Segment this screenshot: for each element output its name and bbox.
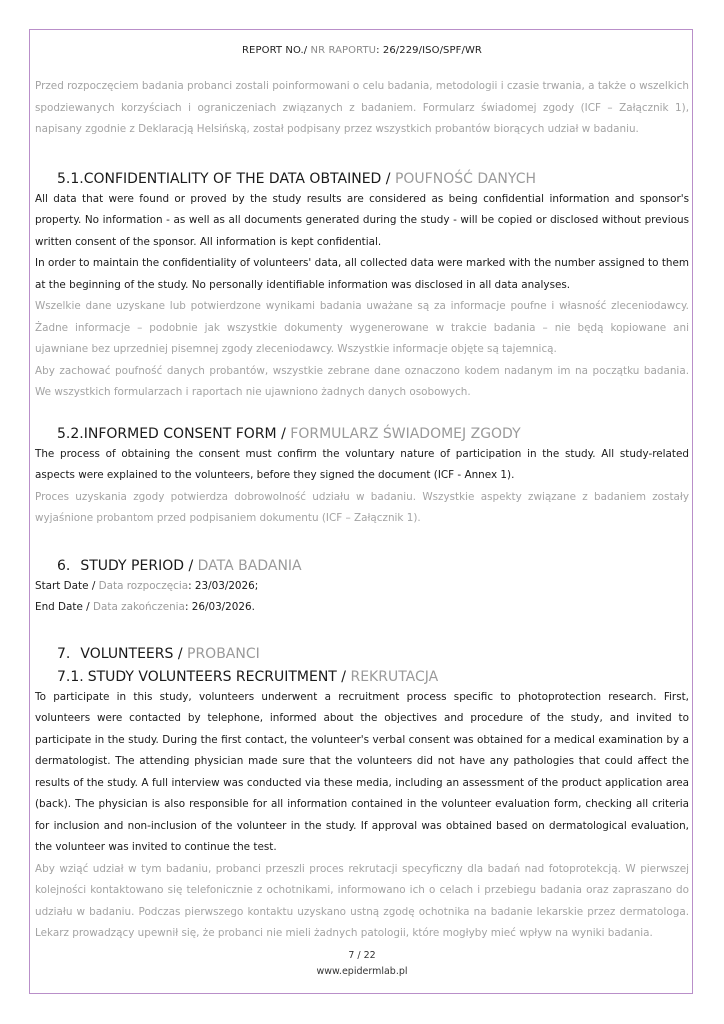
- report-header: [0, 45, 724, 56]
- consent-en: The process of obtaining the consent must confirm the voluntary nature of participation in the study. All study-related aspects were explained to the volunteers, before they signed the document (ICF - Annex 1).: [35, 447, 689, 481]
- section-title-en: INFORMED CONSENT FORM: [83, 425, 277, 442]
- section-title-en: CONFIDENTIALITY OF THE DATA OBTAINED: [83, 170, 382, 187]
- header-en: REPORT NO./: [242, 45, 308, 56]
- section-title-en: STUDY VOLUNTEERS RECRUITMENT: [87, 668, 337, 685]
- confidentiality-pl-2: Aby zachować poufność danych probantów, wszystkie zebrane dane oznaczono kodem nadanym im na początku badania. We wszystkich formularzach i raportach nie ujawniono żadnych danych osobowych.: [35, 364, 689, 398]
- header-number: : 26/229/ISO/SPF/WR: [376, 45, 482, 56]
- section-number: 5.2.: [57, 425, 84, 442]
- consent-pl: Proces uzyskania zgody potwierdza dobrowolność udziału w badaniu. Wszystkie aspekty związane z badaniem zostały wyjaśnione probantom przed podpisaniem dokumentu (ICF – Załącznik 1).: [35, 490, 689, 524]
- end-date-label-pl: Data zakończenia: [89, 601, 185, 613]
- section-5-2-heading: [35, 424, 689, 444]
- recruitment-pl: Aby wziąć udział w tym badaniu, probanci przeszli proces rekrutacji specyficzny dla badań nad fotoprotekcją. W pierwszej kolejności kontaktowano się telefonicznie z ochotnikami, informowano ich o celach i przebiegu badania oraz zapraszano do udziału w badaniu. Podczas pierwszego kontaktu uzyskano ustną zgodę ochotnika na badanie lekarskie przez dermatologa. Lekarz prowadzący upewnił się, że probanci nie mieli żadnych patologii, które mogłyby mieć wpływ na wyniki badania.: [35, 862, 689, 939]
- section-7-1-heading: [35, 667, 689, 687]
- start-date-value: : 23/03/2026;: [188, 579, 259, 592]
- intro-paragraph-pl: Przed rozpoczęciem badania probanci zostali poinformowani o celu badania, metodologii i czasie trwania, a także o wszelkich spodziewanych korzyściach i ograniczeniach związanych z badaniem. Formularz świadomej zgody (ICF – Załącznik 1), napisany zgodnie z Deklaracją Helsińską, został podpisany przez wszystkich probantów biorących udział w badaniu.: [35, 80, 689, 135]
- section-title-pl: DATA BADANIA: [197, 557, 302, 574]
- section-5-1-heading: [35, 169, 689, 189]
- section-7-heading: [35, 644, 689, 664]
- section-number: 6.: [57, 557, 71, 574]
- section-sep: /: [173, 645, 188, 662]
- section-title-en: VOLUNTEERS: [80, 645, 174, 662]
- page-number: 7 / 22: [348, 950, 376, 961]
- section-sep: /: [184, 557, 198, 574]
- section-sep: /: [381, 170, 395, 187]
- section-sep: /: [276, 425, 291, 442]
- section-title-pl: REKRUTACJA: [350, 668, 439, 685]
- start-date-label-en: Start Date /: [35, 579, 96, 592]
- section-6-heading: [35, 556, 689, 576]
- confidentiality-en-2: In order to maintain the confidentiality of volunteers' data, all collected data were marked with the number assigned to them at the beginning of the study. No personally identifiable information was disclosed in all data analyses.: [35, 257, 689, 291]
- study-dates: [35, 576, 689, 619]
- section-sep: /: [336, 668, 351, 685]
- confidentiality-en-1: All data that were found or proved by the study results are considered as being confidential information and sponsor's property. No information - as well as all documents generated during the study - will be copied or disclosed without previous written consent of the sponsor. All information is kept confidential.: [35, 192, 689, 248]
- header-pl: NR RAPORTU: [307, 45, 377, 56]
- section-title-pl: PROBANCI: [187, 645, 260, 662]
- website-link[interactable]: www.epidermlab.pl: [316, 966, 408, 977]
- end-date-label-en: End Date /: [35, 601, 90, 613]
- section-number: 5.1.: [57, 170, 84, 187]
- section-title-en: STUDY PERIOD: [80, 557, 185, 574]
- section-title-pl: FORMULARZ ŚWIADOMEJ ZGODY: [290, 425, 521, 442]
- confidentiality-pl-1: Wszelkie dane uzyskane lub potwierdzone wynikami badania uważane są za informacje poufne i własność zleceniodawcy. Żadne informacje – podobnie jak wszystkie dokumenty wygenerowane w trakcie badania – nie będą kopiowane ani ujawniane bez uprzedniej pisemnej zgody zleceniodawcy. Wszystkie informacje objęte są tajemnicą.: [35, 300, 689, 355]
- start-date-label-pl: Data rozpoczęcia: [95, 579, 189, 592]
- recruitment-en: To participate in this study, volunteers underwent a recruitment process specific to photoprotection research. First, volunteers were contacted by telephone, informed about the objectives and procedure of the study, and invited to participate in the study. During the first contact, the volunteer's verbal consent was obtained for a medical examination by a dermatologist. The attending physician made sure that the volunteers did not have any pathologies that could affect the results of the study. A full interview was conducted via these media, including an assessment of the product application area (back). The physician is also responsible for all information contained in the volunteer evaluation form, checking all criteria for inclusion and non-inclusion of the volunteer in the study. If approval was obtained based on dermatological evaluation, the volunteer was invited to continue the test.: [35, 690, 689, 853]
- start-date-line: [35, 576, 689, 598]
- end-date-value: : 26/03/2026.: [184, 601, 255, 613]
- section-number: 7.1.: [57, 668, 84, 685]
- page-content: [35, 76, 689, 945]
- section-title-pl: POUFNOŚĆ DANYCH: [394, 170, 536, 187]
- end-date-line: [35, 597, 689, 619]
- section-number: 7.: [57, 645, 71, 662]
